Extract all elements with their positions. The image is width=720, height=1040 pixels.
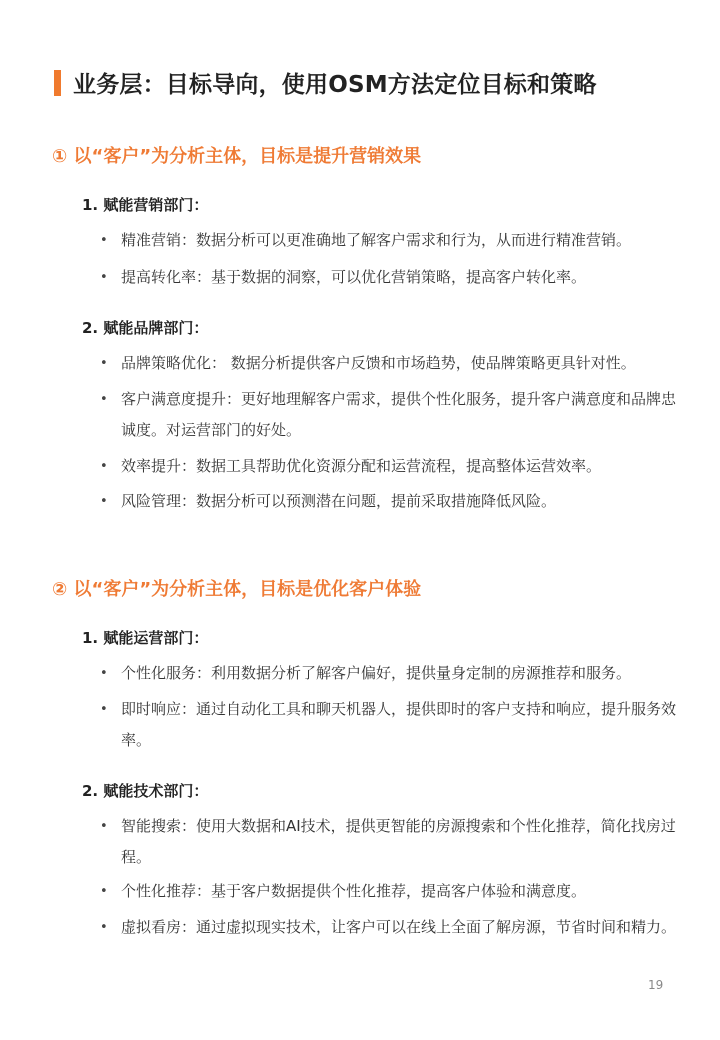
list-item [100,384,680,446]
bullet-dot: • [100,270,108,285]
list-item [100,348,680,379]
subheading-operations: 1. 赋能运营部门： [82,629,209,647]
bullet-dot: • [100,702,108,717]
subheading-marketing: 1. 赋能营销部门： [82,196,209,214]
list-item-text: 客户满意度提升：更好地理解客户需求，提供个性化服务，提升客户满意度和品牌忠诚度。对运营部门的好处。 [121,390,677,439]
list-item-text: 即时响应：通过自动化工具和聊天机器人，提供即时的客户支持和响应，提升服务效率。 [121,700,677,749]
list-item-text: 个性化推荐：基于客户数据提供个性化推荐，提高客户体验和满意度。 [121,882,587,900]
list-item-text: 智能搜索：使用大数据和AI技术，提供更智能的房源搜索和个性化推荐，简化找房过程。 [121,817,676,866]
page-title-row [54,66,597,99]
bullet-dot: • [100,819,108,834]
list-item-text: 效率提升：数据工具帮助优化资源分配和运营流程，提高整体运营效率。 [121,457,602,475]
list-item-text: 虚拟看房：通过虚拟现实技术，让客户可以在线上全面了解房源，节省时间和精力。 [121,918,677,936]
list-item [100,451,680,482]
title-accent-bar [54,70,61,96]
list-item [100,225,680,256]
bullet-dot: • [100,666,108,681]
list-item [100,811,680,873]
page-number: 19 [648,978,664,992]
list-item-text: 精准营销：数据分析可以更准确地了解客户需求和行为，从而进行精准营销。 [121,231,632,249]
list-item [100,486,680,517]
list-item-text: 品牌策略优化： 数据分析提供客户反馈和市场趋势，使品牌策略更具针对性。 [121,354,636,372]
list-item [100,694,680,756]
list-item-text: 个性化服务：利用数据分析了解客户偏好，提供量身定制的房源推荐和服务。 [121,664,632,682]
list-item-text: 提高转化率：基于数据的洞察，可以优化营销策略，提高客户转化率。 [121,268,587,286]
list-item [100,912,680,943]
bullet-dot: • [100,233,108,248]
subheading-brand: 2. 赋能品牌部门： [82,319,209,337]
page-title: 业务层：目标导向，使用OSM方法定位目标和策略 [73,72,597,98]
list-item-text: 风险管理：数据分析可以预测潜在问题，提前采取措施降低风险。 [121,492,557,510]
bullet-dot: • [100,494,108,509]
subheading-technology: 2. 赋能技术部门： [82,782,209,800]
bullet-dot: • [100,356,108,371]
list-item [100,658,680,689]
bullet-dot: • [100,884,108,899]
list-item [100,262,680,293]
bullet-dot: • [100,920,108,935]
section-heading-1: ① 以“客户”为分析主体，目标是提升营销效果 [52,146,422,167]
section-heading-2: ② 以“客户”为分析主体，目标是优化客户体验 [52,579,422,600]
bullet-dot: • [100,459,108,474]
bullet-dot: • [100,392,108,407]
list-item [100,876,680,907]
